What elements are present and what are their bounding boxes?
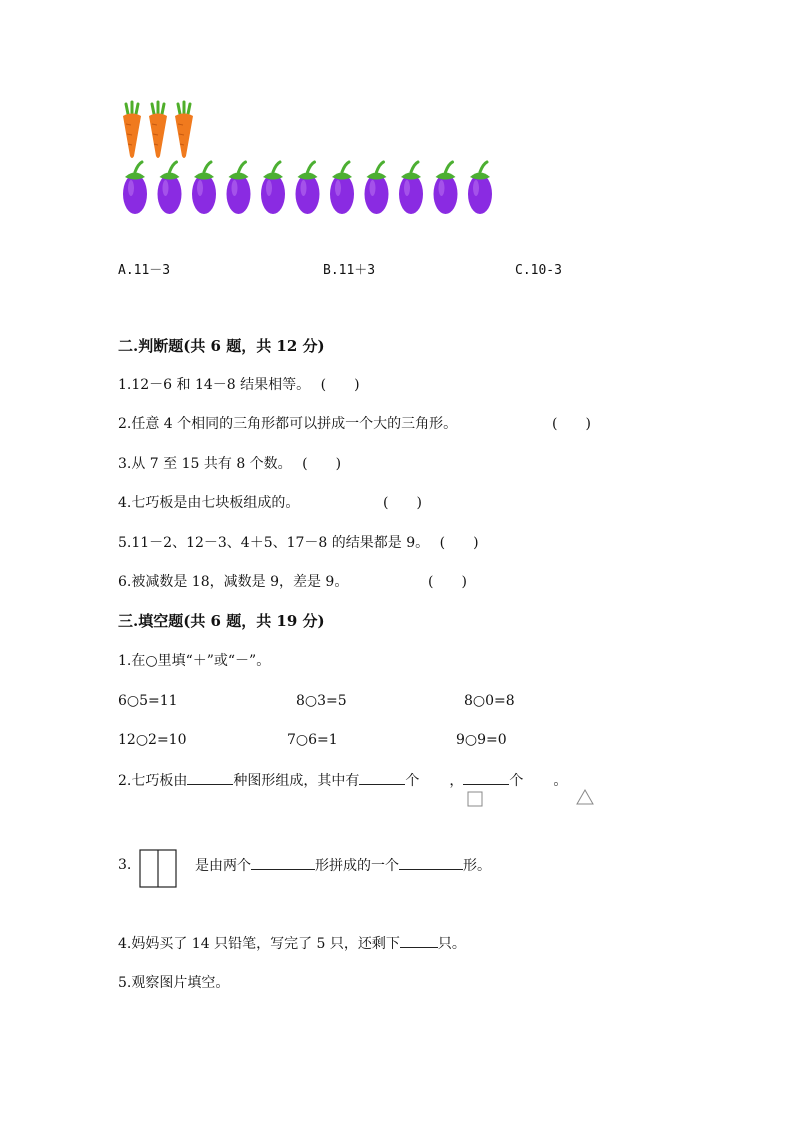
judge-item-text: 5.11－2、12－3、4＋5、17－8 的结果都是 9。: [118, 535, 430, 551]
eggplant-icon: [261, 162, 285, 214]
judge-item-2: [118, 414, 457, 434]
option-a: A.11－3: [118, 263, 171, 278]
fill-q2: [118, 770, 567, 791]
equation[interactable]: 8○3=5: [296, 693, 347, 709]
equation[interactable]: 7○6=1: [287, 732, 338, 748]
answer-paren[interactable]: ( ): [428, 574, 467, 590]
eggplant-icon: [399, 162, 423, 214]
equation[interactable]: 8○0=8: [464, 693, 515, 709]
fill-q5: 5.观察图片填空。: [118, 975, 230, 991]
judge-item-5: [118, 533, 479, 553]
q2-mid: 种图形组成，其中有: [233, 773, 360, 789]
judge-item-text: 4.七巧板是由七块板组成的。: [118, 495, 300, 511]
eggplant-icon: [296, 162, 320, 214]
triangle-icon: [575, 788, 595, 806]
vegetable-picture: [118, 100, 498, 220]
judge-item-text: 1.12－6 和 14－8 结果相等。: [118, 377, 311, 393]
q3-part1: 是由两个: [195, 858, 251, 874]
equation[interactable]: 12○2=10: [118, 732, 187, 748]
carrot-icon: [175, 102, 193, 158]
answer-paren[interactable]: ( ): [383, 495, 422, 511]
carrot-icon: [149, 102, 167, 158]
q4-end: 只。: [437, 936, 466, 952]
carrot-icon: [123, 102, 141, 158]
q3-part2: 形拼成的一个: [315, 858, 399, 874]
eggplant-icon: [192, 162, 216, 214]
rectangle-figure: [139, 849, 177, 889]
eggplant-icon: [227, 162, 251, 214]
q2-prefix: 2.七巧板由: [118, 773, 188, 789]
eggplant-icon: [158, 162, 182, 214]
answer-blank[interactable]: [187, 770, 233, 785]
judge-item-text: 2.任意 4 个相同的三角形都可以拼成一个大的三角形。: [118, 416, 458, 432]
q2-unit: 个: [509, 773, 524, 789]
fill-q4: [118, 933, 466, 954]
square-icon: [467, 791, 483, 807]
equation[interactable]: 9○9=0: [456, 732, 507, 748]
eggplant-icon: [365, 162, 389, 214]
eggplant-icon: [434, 162, 458, 214]
q2-end: 。: [553, 773, 568, 789]
answer-paren[interactable]: ( ): [439, 535, 479, 551]
judge-item-4: [118, 493, 299, 513]
answer-blank[interactable]: [251, 855, 315, 870]
fill-q1: 1.在○里填“＋”或“－”。: [118, 653, 271, 669]
answer-paren[interactable]: ( ): [552, 416, 591, 432]
answer-paren[interactable]: ( ): [302, 456, 342, 472]
equation[interactable]: 6○5=11: [118, 693, 178, 709]
eggplant-icon: [330, 162, 354, 214]
answer-blank[interactable]: [463, 770, 509, 785]
answer-blank[interactable]: [399, 855, 463, 870]
option-b: B.11＋3: [323, 263, 376, 278]
judge-item-6: [118, 572, 348, 592]
judge-item-text: 3.从 7 至 15 共有 8 个数。: [118, 456, 292, 472]
answer-blank[interactable]: [359, 770, 405, 785]
judge-item-text: 6.被减数是 18，减数是 9，差是 9。: [118, 574, 349, 590]
answer-paren[interactable]: ( ): [320, 377, 360, 393]
fill-q3-number: 3.: [118, 857, 132, 873]
section2-title: 二.判断题(共 6 题，共 12 分): [118, 337, 325, 355]
eggplant-icon: [468, 162, 492, 214]
q3-part3: 形。: [463, 858, 491, 874]
q4-text: 4.妈妈买了 14 只铅笔，写完了 5 只，还剩下: [118, 936, 400, 952]
judge-item-1: [118, 375, 360, 395]
fill-q3: [195, 855, 491, 876]
judge-item-3: [118, 454, 341, 474]
answer-blank[interactable]: [400, 933, 438, 948]
option-c: C.10-3: [515, 263, 562, 278]
section3-title: 三.填空题(共 6 题，共 19 分): [118, 612, 325, 630]
vegetable-illustration: [118, 100, 498, 220]
eggplant-icon: [123, 162, 147, 214]
q2-unit: 个: [405, 773, 420, 789]
q2-sep: ，: [449, 773, 464, 789]
